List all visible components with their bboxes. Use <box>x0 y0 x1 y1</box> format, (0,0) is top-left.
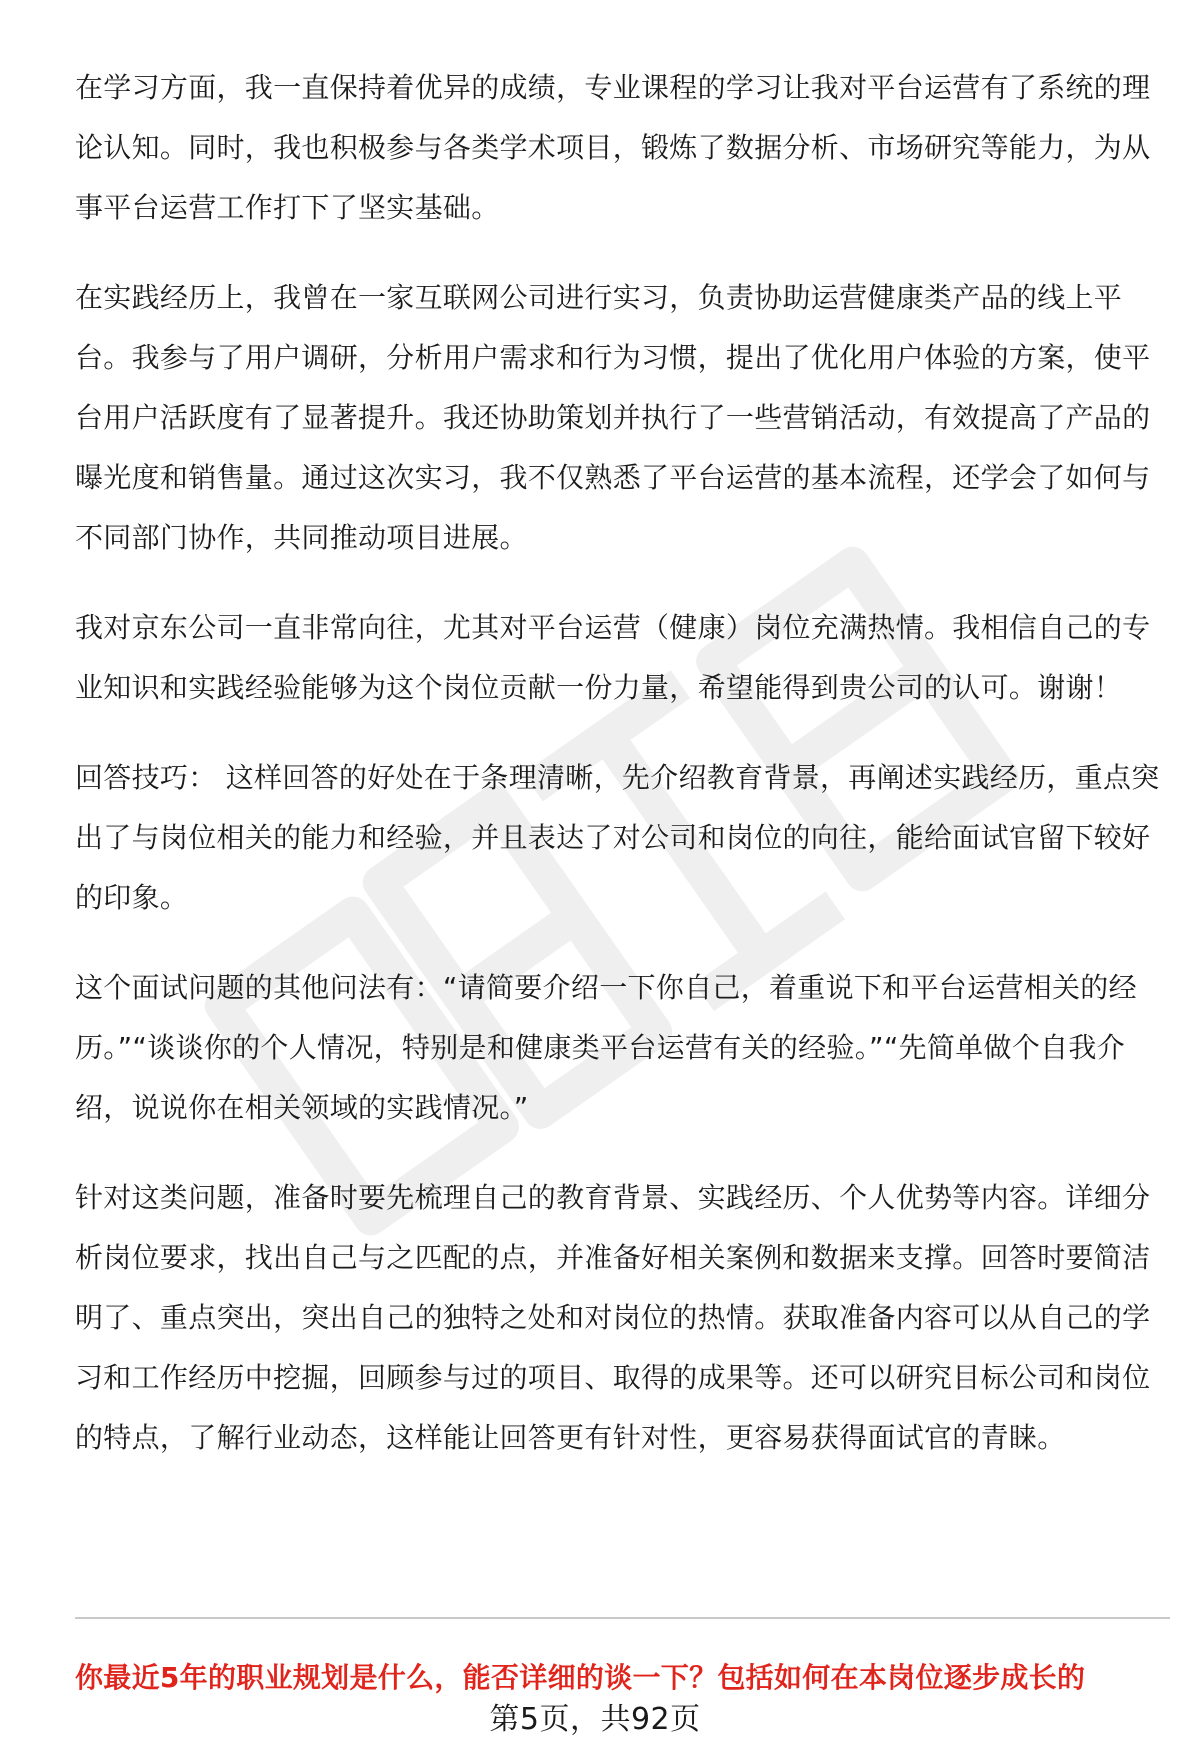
section-divider <box>75 1617 1170 1619</box>
next-question-heading: 你最近5年的职业规划是什么，能否详细的谈一下？包括如何在本岗位逐步成长的 <box>75 1661 1086 1694</box>
paragraph-motivation: 我对京东公司一直非常向往，尤其对平台运营（健康）岗位充满热情。我相信自己的专业知识和实践经验能够为这个岗位贡献一份力量，希望能得到贵公司的认可。谢谢！ <box>75 611 1151 704</box>
paragraph-preparation-advice: 针对这类问题，准备时要先梳理自己的教育背景、实践经历、个人优势等内容。详细分析岗位要求，找出自己与之匹配的点，并准备好相关案例和数据来支撑。回答时要简洁明了、重点突出，突出自己的独特之处和对岗位的热情。获取准备内容可以从自己的学习和工作经历中挖掘，回顾参与过的项目、取得的成果等。还可以研究目标公司和岗位的特点，了解行业动态，这样能让回答更有针对性，更容易获得面试官的青睐。 <box>75 1181 1151 1454</box>
document-body <box>75 58 1175 1498</box>
page-number: 第5页，共92页 <box>489 1702 701 1737</box>
paragraph-practice: 在实践经历上，我曾在一家互联网公司进行实习，负责协助运营健康类产品的线上平台。我参与了用户调研，分析用户需求和行为习惯，提出了优化用户体验的方案，使平台用户活跃度有了显著提升。我还协助策划并执行了一些营销活动，有效提高了产品的曝光度和销售量。通过这次实习，我不仅熟悉了平台运营的基本流程，还学会了如何与不同部门协作，共同推动项目进展。 <box>75 281 1151 554</box>
paragraph-alternative-questions: 这个面试问题的其他问法有：“请简要介绍一下你自己，着重说下和平台运营相关的经历。”“谈谈你的个人情况，特别是和健康类平台运营有关的经验。”“先简单做个自我介绍，说说你在相关领域的实践情况。” <box>75 971 1137 1124</box>
paragraph-study: 在学习方面，我一直保持着优异的成绩，专业课程的学习让我对平台运营有了系统的理论认知。同时，我也积极参与各类学术项目，锻炼了数据分析、市场研究等能力，为从事平台运营工作打下了坚实基础。 <box>75 71 1151 224</box>
paragraph-answer-tips: 回答技巧： 这样回答的好处在于条理清晰，先介绍教育背景，再阐述实践经历，重点突出了与岗位相关的能力和经验，并且表达了对公司和岗位的向往，能给面试官留下较好的印象。 <box>75 761 1160 914</box>
